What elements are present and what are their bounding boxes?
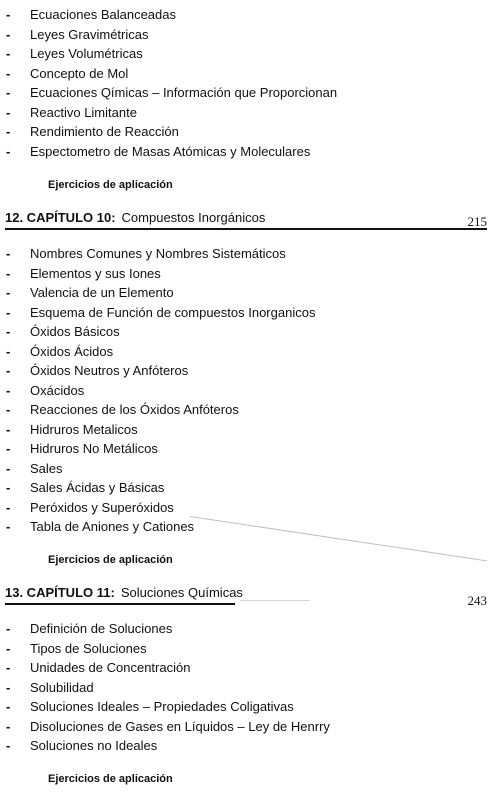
topic-item-label: Espectometro de Masas Atómicas y Moleculares	[30, 143, 311, 159]
exercise-heading-chapter-10: Ejercicios de aplicación	[48, 554, 173, 566]
exercise-heading-chapter-11: Ejercicios de aplicación	[48, 773, 173, 785]
chapter-10-topic-item-label: Hidruros Metalicos	[30, 421, 138, 437]
scan-streak	[190, 516, 487, 561]
topic-item-label: Ecuaciones Qímicas – Información que Proporcionan	[30, 85, 338, 100]
bullet-dash: -	[6, 324, 11, 339]
bullet-dash: -	[6, 104, 11, 120]
chapter-11-topic-item-label: Disoluciones de Gases en Líquidos – Ley de Henrry	[30, 718, 330, 734]
bullet-dash: -	[6, 660, 11, 675]
bullet-dash: -	[6, 718, 11, 734]
chapter-10-topic-item-label: Reacciones de los Óxidos Anfóteros	[30, 402, 239, 417]
chapter-11-topic-item-label: Soluciones Ideales – Propiedades Coligativas	[30, 699, 294, 714]
bullet-dash: -	[6, 143, 11, 159]
bullet-dash: -	[6, 7, 11, 22]
chapter-11-topic-item-label: Definición de Soluciones	[30, 621, 173, 636]
chapter-10-topic-item-label: Óxidos Neutros y Anfóteros	[30, 363, 189, 378]
chapter-11-number: 13. CAPÍTULO 11:	[5, 585, 115, 600]
bullet-dash: -	[6, 363, 11, 378]
chapter-11-topic-item-label: Unidades de Concentración	[30, 660, 191, 675]
chapter-10-header	[5, 210, 491, 232]
chapter-10-topic-item-label: Sales	[30, 460, 63, 476]
bullet-dash: -	[6, 285, 11, 300]
chapter-11-topic-item-label: Solubilidad	[30, 679, 94, 695]
bullet-dash: -	[6, 65, 11, 81]
chapter-10-topic-item-label: Peróxidos y Superóxidos	[30, 499, 174, 515]
scan-streak	[240, 600, 310, 601]
bullet-dash: -	[6, 402, 11, 417]
bullet-dash: -	[6, 519, 11, 534]
chapter-10-number: 12. CAPÍTULO 10:	[5, 210, 116, 225]
bullet-dash: -	[6, 441, 11, 456]
bullet-dash: -	[6, 343, 11, 359]
topic-item-label: Ecuaciones Balanceadas	[30, 7, 176, 22]
chapter-10-topic-item-label: Óxidos Ácidos	[30, 343, 114, 359]
bullet-dash: -	[6, 304, 11, 320]
chapter-11-header	[5, 585, 491, 607]
chapter-10-topic-item-label: Tabla de Aniones y Cationes	[30, 519, 195, 534]
chapter-10-topic-item-label: Hidruros No Metálicos	[30, 441, 158, 456]
topic-item-label: Reactivo Limitante	[30, 104, 137, 120]
bullet-dash: -	[6, 480, 11, 495]
chapter-11-title-line	[5, 585, 243, 601]
chapter-11-title: Soluciones Químicas	[120, 585, 243, 600]
bullet-dash: -	[6, 382, 11, 398]
chapter-10-rule	[5, 228, 487, 230]
bullet-dash: -	[6, 699, 11, 714]
bullet-dash: -	[6, 621, 11, 636]
chapter-10-title: Compuestos Inorgánicos	[121, 210, 266, 225]
bullet-dash: -	[6, 85, 11, 100]
bullet-dash: -	[6, 421, 11, 437]
bullet-dash: -	[6, 26, 11, 42]
chapter-10-page-number: 215	[467, 214, 487, 229]
chapter-10-topic-item-label: Elementos y sus Iones	[30, 265, 161, 281]
bullet-dash: -	[6, 246, 11, 261]
bullet-dash: -	[6, 640, 11, 656]
chapter-10-topic-item-label: Óxidos Básicos	[30, 324, 120, 339]
chapter-10-topic-item-label: Valencia de un Elemento	[30, 285, 174, 300]
chapter-11-topic-item-label: Soluciones no Ideales	[30, 738, 158, 753]
topic-item-label: Rendimiento de Reacción	[30, 124, 179, 139]
chapter-10-topic-item-label: Oxácidos	[30, 382, 85, 398]
bullet-dash: -	[6, 460, 11, 476]
topic-item-label: Leyes Volumétricas	[30, 46, 143, 61]
bullet-dash: -	[6, 738, 11, 753]
bullet-dash: -	[6, 499, 11, 515]
topic-item-label: Leyes Gravimétricas	[30, 26, 149, 42]
chapter-11-rule	[5, 603, 235, 605]
bullet-dash: -	[6, 679, 11, 695]
chapter-10-title-line	[5, 210, 265, 226]
bullet-dash: -	[6, 265, 11, 281]
bullet-dash: -	[6, 46, 11, 61]
exercise-heading-top: Ejercicios de aplicación	[48, 179, 173, 191]
bullet-dash: -	[6, 124, 11, 139]
chapter-10-topic-item-label: Sales Ácidas y Básicas	[30, 480, 165, 495]
chapter-10-topic-item-label: Nombres Comunes y Nombres Sistemáticos	[30, 246, 286, 261]
topic-item-label: Concepto de Mol	[30, 65, 129, 81]
chapter-10-topic-item-label: Esquema de Función de compuestos Inorganicos	[30, 304, 316, 320]
chapter-11-topic-item-label: Tipos de Soluciones	[30, 640, 147, 656]
chapter-11-page-number: 243	[467, 593, 487, 608]
